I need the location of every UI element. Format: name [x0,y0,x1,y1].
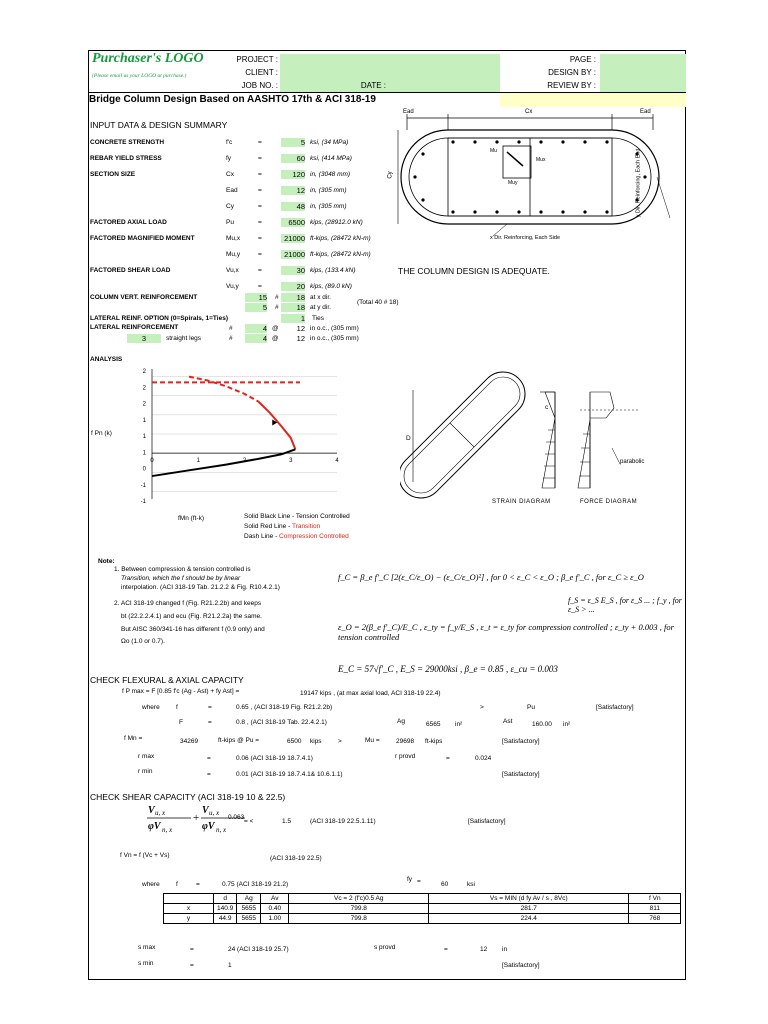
phi-value: 0.65 , (ACI 318-19 Fig. R21.2.2b) [236,704,333,711]
input-symbol: fy [226,155,232,162]
title-highlight [500,93,686,107]
notes-title: Note: [98,558,115,565]
vert-total: (Total 40 # 18) [357,299,399,306]
vert2-hash: # [275,304,279,311]
parabolic-label: parabolic [620,459,645,465]
note-2c: But AISC 360/341-16 has different f (0.9 only) and [121,626,265,633]
input-eq: = [258,219,262,226]
input-unit: ksi, (34 MPa) [310,139,349,146]
table-header-cell: Vc = 2 (f'c)0.5 Ag [289,894,429,904]
input-eq: = [258,203,262,210]
input-unit: kips, (89.0 kN) [310,283,352,290]
rmax-eq: = [207,755,211,762]
input-eq: = [258,139,262,146]
rprov-value: 0.024 [475,755,492,762]
x-tick-label: 0 [150,458,154,465]
x-tick-label: 3 [289,458,293,465]
rmin-satisfactory: [Satisfactory] [502,771,540,778]
lat2-size[interactable]: 4 [245,334,267,343]
vert1-dir: at x dir. [310,294,331,301]
svg-text:n, x: n, x [216,826,227,834]
mn-at-pu: ft-kips @ Pu = [218,737,260,744]
input-unit: in, (305 mm) [310,203,347,210]
y-tick-label: 2 [142,401,146,408]
lat-option-value[interactable]: 1 [281,314,305,323]
lat2-hash: # [229,335,233,342]
reviewby-label: REVIEW BY : [547,81,596,90]
table-cell: 799.8 [289,904,429,914]
where-label: where [142,704,160,711]
input-value[interactable]: 30 [281,266,305,275]
client-label: CLIENT : [245,68,278,77]
y-tick-label: 0 [142,466,146,473]
lat2-text: straight legs [166,335,202,342]
F-symbol: F [179,719,183,726]
input-unit: in, (3048 mm) [310,171,351,178]
formula-eo: ε_O = 2(β_e f'_C)/E_C , ε_ty = f_y/E_S , ε_t = ε_ty for compression controlled ; ε_ty + 0.003 , for tension controlled [338,622,674,642]
input-value[interactable]: 12 [281,186,305,195]
dim-cy: Cy [387,171,394,179]
lat1-hash: # [229,325,233,332]
input-value[interactable]: 60 [281,154,305,163]
mu-unit: ft-kips [425,738,443,745]
rmax-value: 0.06 (ACI 318-19 18.7.4.1) [236,755,313,762]
y-rebar-label: y Dir. Reinforcing, Each End [635,148,642,218]
formula-fc: f_C = β_e f'_C [2(ε_C/ε_O) − (ε_C/ε_O)²] , for 0 < ε_C < ε_O ; β_e f'_C , for ε_C ≥ ε_O [338,572,644,582]
table-row [164,914,681,924]
rprov-eq: = [446,755,450,762]
dim-d: D [406,435,411,442]
lat1-at: @ [272,325,279,332]
formula-fs: f_S = ε_S E_S , for ε_S ... ; f_y , for ε_S > ... [568,596,682,614]
input-heading: INPUT DATA & DESIGN SUMMARY [90,120,228,130]
rmin-eq: = [207,771,211,778]
table-cell: 140.9 [214,904,237,914]
strain-force-diagram [400,370,685,510]
legend-red-prefix: Solid Red Line - [244,523,292,530]
ast-label: Ast [503,718,513,725]
table-cell: 44.9 [214,914,237,924]
x-tick-label: 4 [335,458,339,465]
analysis-heading: ANALYSIS [90,356,123,363]
input-label: FACTORED AXIAL LOAD [90,219,167,226]
x-rebar-label: x Dir. Reinforcing, Each Side [490,235,561,241]
dim-ead-left: Ead [403,109,414,115]
chart-ylabel: f Pn (k) [91,430,112,437]
input-eq: = [258,283,262,290]
pmax-value: 19147 kips , (at max axial load, ACI 318-19 22.4) [300,690,441,697]
lat1-spacing: 12 [296,324,305,333]
smin-label: s min [138,960,154,967]
vert-reinf-label: COLUMN VERT. REINFORCEMENT [90,294,198,301]
mn-gt: > [338,738,342,745]
shear-where: where [142,881,160,888]
shear-phi-eq: = [196,881,200,888]
input-symbol: Cx [226,171,234,178]
table-cell: y [164,914,214,924]
adequacy-message: THE COLUMN DESIGN IS ADEQUATE. [398,266,550,276]
table-header-cell: Ag [237,894,261,904]
svg-text:+: + [193,812,200,824]
note-1c: interpolation. (ACI 318-19 Tab. 21.2.2 & Fig. R10.4.2.1) [121,584,280,591]
smin-eq: = [190,962,194,969]
input-eq: = [258,187,262,194]
lat-option-text: Ties [312,315,325,322]
table-cell: 0.40 [261,904,289,914]
smax-label: s max [138,944,156,951]
vert1-size[interactable]: 18 [281,293,305,302]
shear-heading: CHECK SHEAR CAPACITY (ACI 318-19 10 & 22.5) [90,792,286,802]
shear-ratio-satisfactory: [Satisfactory] [468,818,506,825]
smax-eq: = [190,946,194,953]
input-eq: = [258,267,262,274]
input-label: REBAR YIELD STRESS [90,155,162,162]
project-label: PROJECT : [236,55,278,64]
shear-phi-sym: f [176,881,178,888]
x-tick-label: 2 [242,458,247,465]
input-value[interactable]: 6500 [281,218,305,227]
input-value[interactable]: 48 [281,202,305,211]
input-eq: = [258,171,262,178]
shear-phi-value: 0.75 (ACI 318-19 21.2) [222,881,289,888]
pmax-pu: Pu [527,704,535,711]
mu-value: 29698 [396,738,415,745]
shear-ratio-limit: 1.5 [282,818,292,825]
y-tick-label: -1 [140,499,146,505]
note-2d: Ωo (1.0 or 0.7). [121,638,165,645]
input-symbol: Vu,x [226,267,239,274]
legend-red-word: Transition [291,523,321,530]
lat-option-label: LATERAL REINF. OPTION (0=Spirals, 1=Ties) [90,315,228,322]
rprov-label: r provd [395,753,416,760]
table-cell: x [164,904,214,914]
vn-expression: f Vn = f (Vc + Vs) [120,852,170,859]
mn-pu-value: 6500 [287,738,302,745]
input-symbol: Mu,x [226,235,241,242]
table-header-cell [164,894,214,904]
table-cell: 1.00 [261,914,289,924]
svg-text:u, x: u, x [155,809,166,817]
mn-label: f Mn = [124,735,143,742]
mn-kips: kips [310,738,322,745]
svg-text:V: V [202,805,209,816]
label-mu: Mu [490,148,497,154]
ag-unit: in² [455,721,463,728]
legend-dash-prefix: Dash Line - [244,533,280,540]
sheet-title: Bridge Column Design Based on AASHTO 17th & ACI 318-19 [89,94,376,105]
input-value[interactable]: 21000 [281,234,305,243]
rmax-label: r max [138,753,155,760]
label-muy: Muy [508,180,518,186]
mn-satisfactory: [Satisfactory] [502,738,540,745]
mu-label: Mu = [365,737,380,744]
strain-diagram-label: STRAIN DIAGRAM [492,499,551,505]
y-tick-label: 1 [142,434,146,440]
input-unit: ksi, (414 MPa) [310,155,352,162]
spacing-satisfactory: [Satisfactory] [502,962,540,969]
jobno-label: JOB NO. : [241,81,278,90]
table-header-cell: Vs = MIN (d fy Av / s , 8Vc) [429,894,629,904]
ag-value: 6565 [426,721,441,728]
y-tick-label: 2 [142,369,146,375]
note-1b: Transition, which the f should be by linear [121,575,241,582]
table-cell: 799.8 [289,914,429,924]
pmax-satisfactory: [Satisfactory] [596,704,634,711]
label-mux: Mux [536,157,546,163]
lat1-unit: in o.c., (305 mm) [310,325,359,332]
smin-value: 1 [228,962,232,969]
dim-cx: Cx [525,109,533,115]
svg-text:V: V [148,805,155,816]
shear-ratio-op: = < [244,818,254,825]
ast-value: 160.00 [532,721,552,728]
note-2a: 2. ACI 318-19 changed f (Fig. R21.2.2b) and keeps [114,600,262,607]
shear-table [163,893,681,924]
y-tick-label: 1 [142,450,146,457]
interaction-diagram [112,364,352,509]
input-symbol: f'c [226,139,233,146]
pmax-gt: > [480,704,484,711]
shear-ratio-sum: 0.063 [228,814,245,821]
pmax-expression: f P max = F [0.85 f'c (Ag - Ast) + fy Ast] = [122,688,240,695]
phi-symbol: f [176,704,178,711]
table-header-cell: f Vn [629,894,681,904]
shear-fy-eq: = [417,878,421,885]
designby-label: DESIGN BY : [548,68,596,77]
vert2-count[interactable]: 5 [245,303,267,312]
smax-value: 24 (ACI 318-19 25.7) [228,946,289,953]
phi-eq: = [208,704,212,711]
rmin-value: 0.01 (ACI 318-19 18.7.4.1& 10.6.1.1) [236,771,343,778]
y-tick-label: -1 [140,482,146,489]
lat2-spacing: 12 [296,334,305,343]
y-tick-label: 1 [142,417,146,424]
svg-text:n, x: n, x [162,826,173,834]
input-eq: = [258,251,262,258]
page-label: PAGE : [569,55,596,64]
note-1a: 1. Between compression & tension controlled is [114,566,251,573]
svg-text:u, x: u, x [209,809,220,817]
vert2-size[interactable]: 18 [281,303,305,312]
lat2-unit: in o.c., (305 mm) [310,335,359,342]
input-label: SECTION SIZE [90,171,136,178]
sprov-eq: = [444,946,448,953]
lat2-at: @ [272,335,279,342]
legend-black: Solid Black Line - Tension Controlled [244,513,350,520]
series-line-dash-red [189,377,258,402]
table-cell: 5655 [237,904,261,914]
y-tick-label: 2 [142,385,146,392]
column-section-figure [395,108,685,250]
shear-table-header [164,894,681,904]
input-value[interactable]: 120 [281,170,305,179]
logo-note: (Please email us your LOGO at purchase.) [92,73,187,79]
shear-fy-sym: fy [407,876,413,883]
logo-text: Purchaser's LOGO [92,51,204,66]
page-design-field[interactable] [600,54,686,92]
table-cell: 768 [629,914,681,924]
F-value: 0.8 , (ACI 318-19 Tab. 22.4.2.1) [236,719,327,726]
input-unit: kips, (28912.0 kN) [310,219,363,226]
vert2-dir: at y dir. [310,304,331,311]
sprov-label: s provd [374,944,396,951]
formula-ec: E_C = 57√f'_C , E_S = 29000ksi , β_e = 0.85 , ε_cu = 0.003 [338,664,558,674]
dim-ead-right: Ead [640,109,651,115]
table-cell: 811 [629,904,681,914]
vn-reference: (ACI 318-19 22.5) [270,855,322,862]
input-unit: in, (305 mm) [310,187,347,194]
rmin-label: r min [138,768,153,775]
input-label: FACTORED MAGNIFIED MOMENT [90,235,195,242]
input-symbol: Vu,y [226,283,239,290]
input-value[interactable]: 20 [281,282,305,291]
svg-text:φV: φV [202,821,215,832]
input-unit: ft-kips, (28472 kN-m) [310,251,371,258]
input-value[interactable]: 5 [281,138,305,147]
note-2b: bt (22.2.2.4.1) and ecu (Fig. R21.2.2a) the same. [121,613,262,620]
input-value[interactable]: 21000 [281,250,305,259]
table-cell: 224.4 [429,914,629,924]
vert1-count[interactable]: 15 [245,293,267,302]
input-symbol: Mu,y [226,251,241,258]
vert1-hash: # [275,294,279,301]
sprov-value: 12 [480,946,488,953]
legend-dash [244,533,349,540]
x-tick-label: 1 [196,458,200,465]
table-header-cell: Av [261,894,289,904]
svg-text:φV: φV [148,821,161,832]
input-symbol: Ead [226,187,238,194]
chart-xlabel: fMn (ft-k) [178,515,204,522]
date-label: DATE : [360,81,386,90]
series-line-solid-red [258,402,295,450]
flexural-heading: CHECK FLEXURAL & AXIAL CAPACITY [90,675,244,685]
input-eq: = [258,235,262,242]
ag-label: Ag [397,718,405,725]
input-label: CONCRETE STRENGTH [90,139,165,146]
input-symbol: Cy [226,203,234,210]
table-header-cell: d [214,894,237,904]
table-cell: 5655 [237,914,261,924]
table-cell: 281.7 [429,904,629,914]
mn-value: 34269 [180,738,199,745]
sprov-unit: in [502,946,508,953]
lat1-size[interactable]: 4 [245,324,267,333]
input-symbol: Pu [226,219,234,226]
F-eq: = [208,719,212,726]
shear-fy-value: 60 [441,881,449,888]
table-row [164,904,681,914]
ast-unit: in² [563,721,571,728]
legend-dash-word: Compression Controlled [279,533,349,540]
force-diagram-label: FORCE DIAGRAM [580,499,638,505]
legend-red [244,523,320,530]
shear-ratio-ref: (ACI 318-19 22.5.1.11) [310,818,376,825]
lat-reinf-label: LATERAL REINFORCEMENT [90,324,179,331]
input-unit: kips, (133.4 kN) [310,267,356,274]
input-unit: ft-kips, (28472 kN-m) [310,235,371,242]
input-label: FACTORED SHEAR LOAD [90,267,171,274]
dim-c: c [545,404,549,411]
lat2-legs[interactable]: 3 [127,334,161,343]
shear-fy-unit: ksi [467,881,475,888]
input-eq: = [258,155,262,162]
